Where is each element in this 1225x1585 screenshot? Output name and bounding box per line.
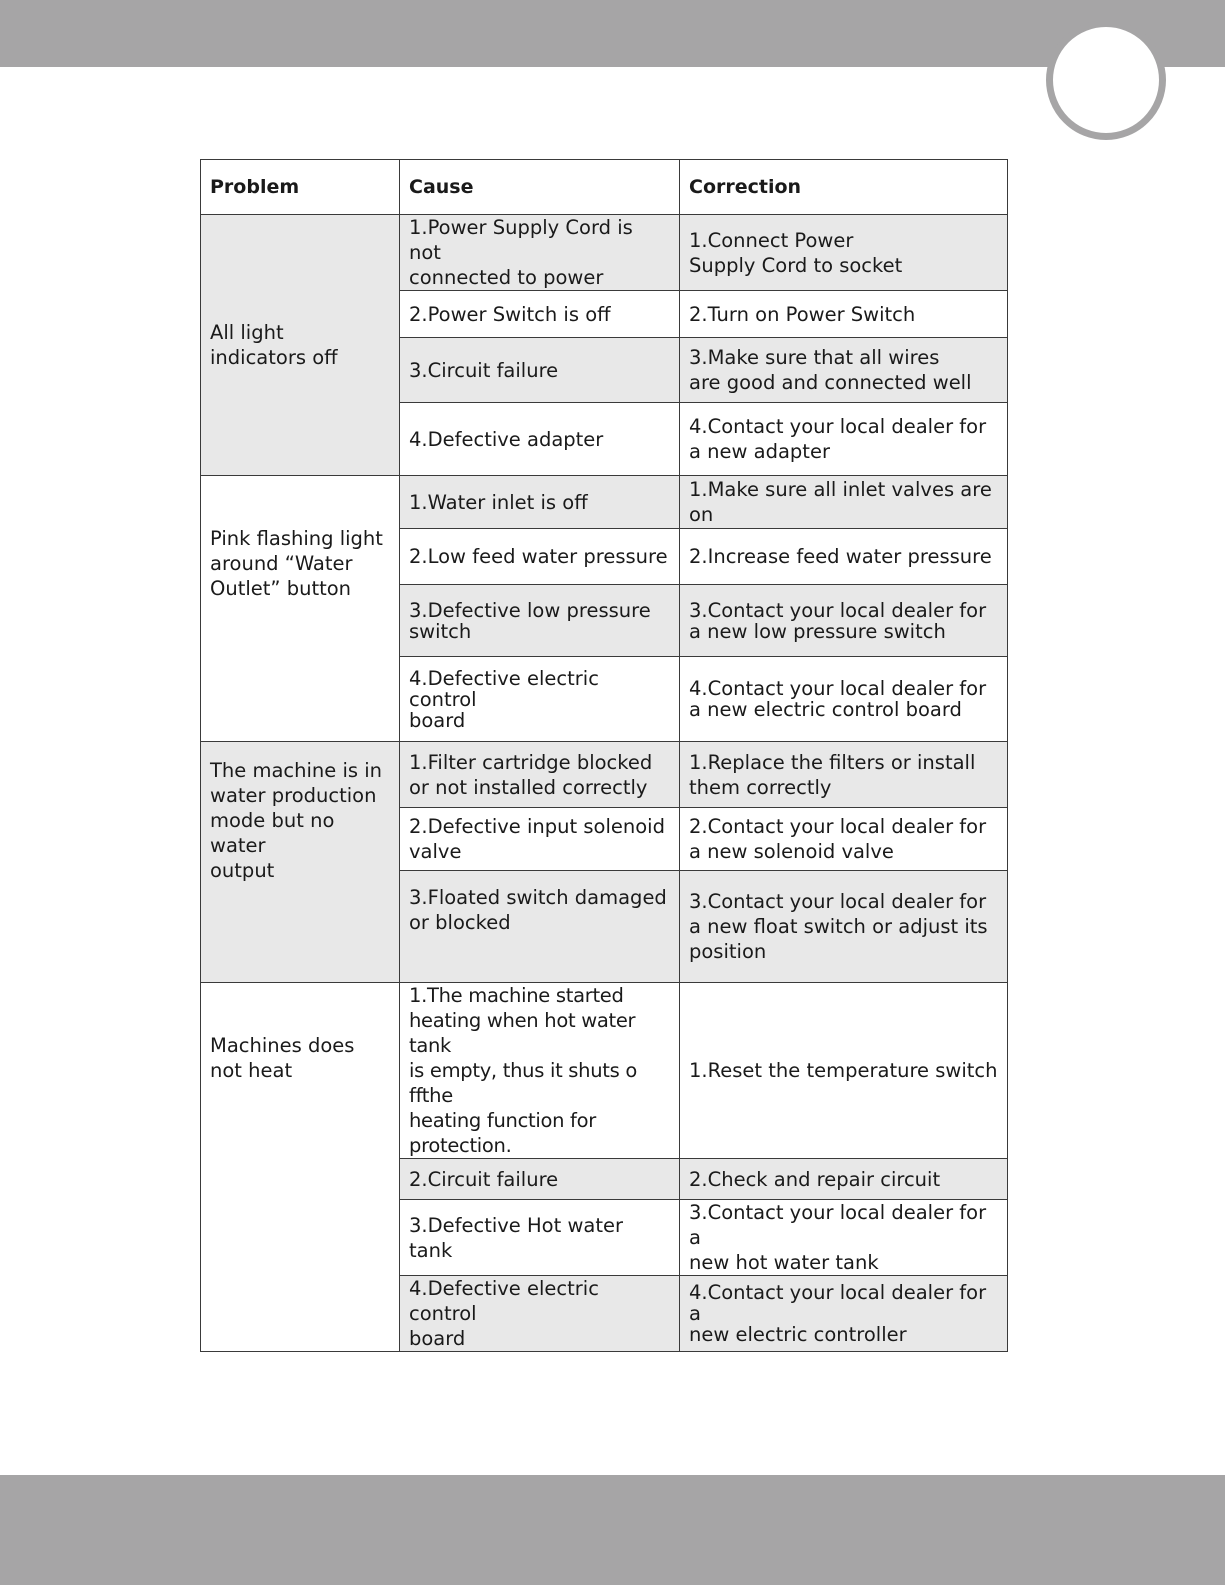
correction-cell: 4.Contact your local dealer for a new electric control board (680, 657, 1008, 742)
cause-cell: 2.Low feed water pressure (400, 529, 680, 585)
correction-cell: 1.Make sure all inlet valves are on (680, 476, 1008, 529)
troubleshooting-table (200, 159, 1008, 1352)
problem-cell: All light indicators off (201, 215, 400, 476)
cause-cell: 1.Water inlet is off (400, 476, 680, 529)
correction-cell: 2.Check and repair circuit (680, 1159, 1008, 1200)
correction-cell: 1.Reset the temperature switch (680, 983, 1008, 1159)
cause-cell: 3.Floated switch damaged or blocked (400, 871, 680, 983)
table-header-row (201, 160, 1008, 215)
correction-cell: 2.Contact your local dealer for a new solenoid valve (680, 808, 1008, 871)
correction-cell: 4.Contact your local dealer for a new adapter (680, 403, 1008, 476)
cause-cell: 1.Power Supply Cord is not connected to power (400, 215, 680, 291)
cause-cell: 4.Defective electric control board (400, 657, 680, 742)
table-row (201, 983, 1008, 1159)
cause-cell: 2.Power Switch is off (400, 291, 680, 338)
table-row (201, 742, 1008, 808)
cause-cell: 3.Defective Hot water tank (400, 1200, 680, 1276)
header-cause: Cause (400, 160, 680, 215)
cause-cell: 4.Defective electric control board (400, 1276, 680, 1352)
correction-cell: 3.Make sure that all wires are good and connected well (680, 338, 1008, 403)
problem-cell: Pink flashing light around “Water Outlet” button (201, 476, 400, 742)
cause-cell: 2.Defective input solenoid valve (400, 808, 680, 871)
problem-cell: Machines does not heat (201, 983, 400, 1352)
footer-band (0, 1475, 1225, 1585)
cause-cell: 3.Defective low pressure switch (400, 585, 680, 657)
cause-cell: 3.Circuit failure (400, 338, 680, 403)
cause-cell: 2.Circuit failure (400, 1159, 680, 1200)
header-problem: Problem (201, 160, 400, 215)
correction-cell: 3.Contact your local dealer for a new low pressure switch (680, 585, 1008, 657)
header-band (0, 0, 1225, 67)
correction-cell: 1.Connect Power Supply Cord to socket (680, 215, 1008, 291)
cause-cell: 1.The machine started heating when hot water tank is empty, thus it shuts o ffthe heating function for protection. (400, 983, 680, 1159)
cause-cell: 1.Filter cartridge blocked or not installed correctly (400, 742, 680, 808)
correction-cell: 2.Turn on Power Switch (680, 291, 1008, 338)
cause-cell: 4.Defective adapter (400, 403, 680, 476)
correction-cell: 4.Contact your local dealer for a new electric controller (680, 1276, 1008, 1352)
table-row (201, 476, 1008, 529)
page-number-badge (1046, 20, 1166, 140)
correction-cell: 3.Contact your local dealer for a new hot water tank (680, 1200, 1008, 1276)
correction-cell: 3.Contact your local dealer for a new float switch or adjust its position (680, 871, 1008, 983)
correction-cell: 2.Increase feed water pressure (680, 529, 1008, 585)
table-row (201, 215, 1008, 291)
correction-cell: 1.Replace the filters or install them correctly (680, 742, 1008, 808)
header-correction: Correction (680, 160, 1008, 215)
problem-cell: The machine is in water production mode but no water output (201, 742, 400, 983)
